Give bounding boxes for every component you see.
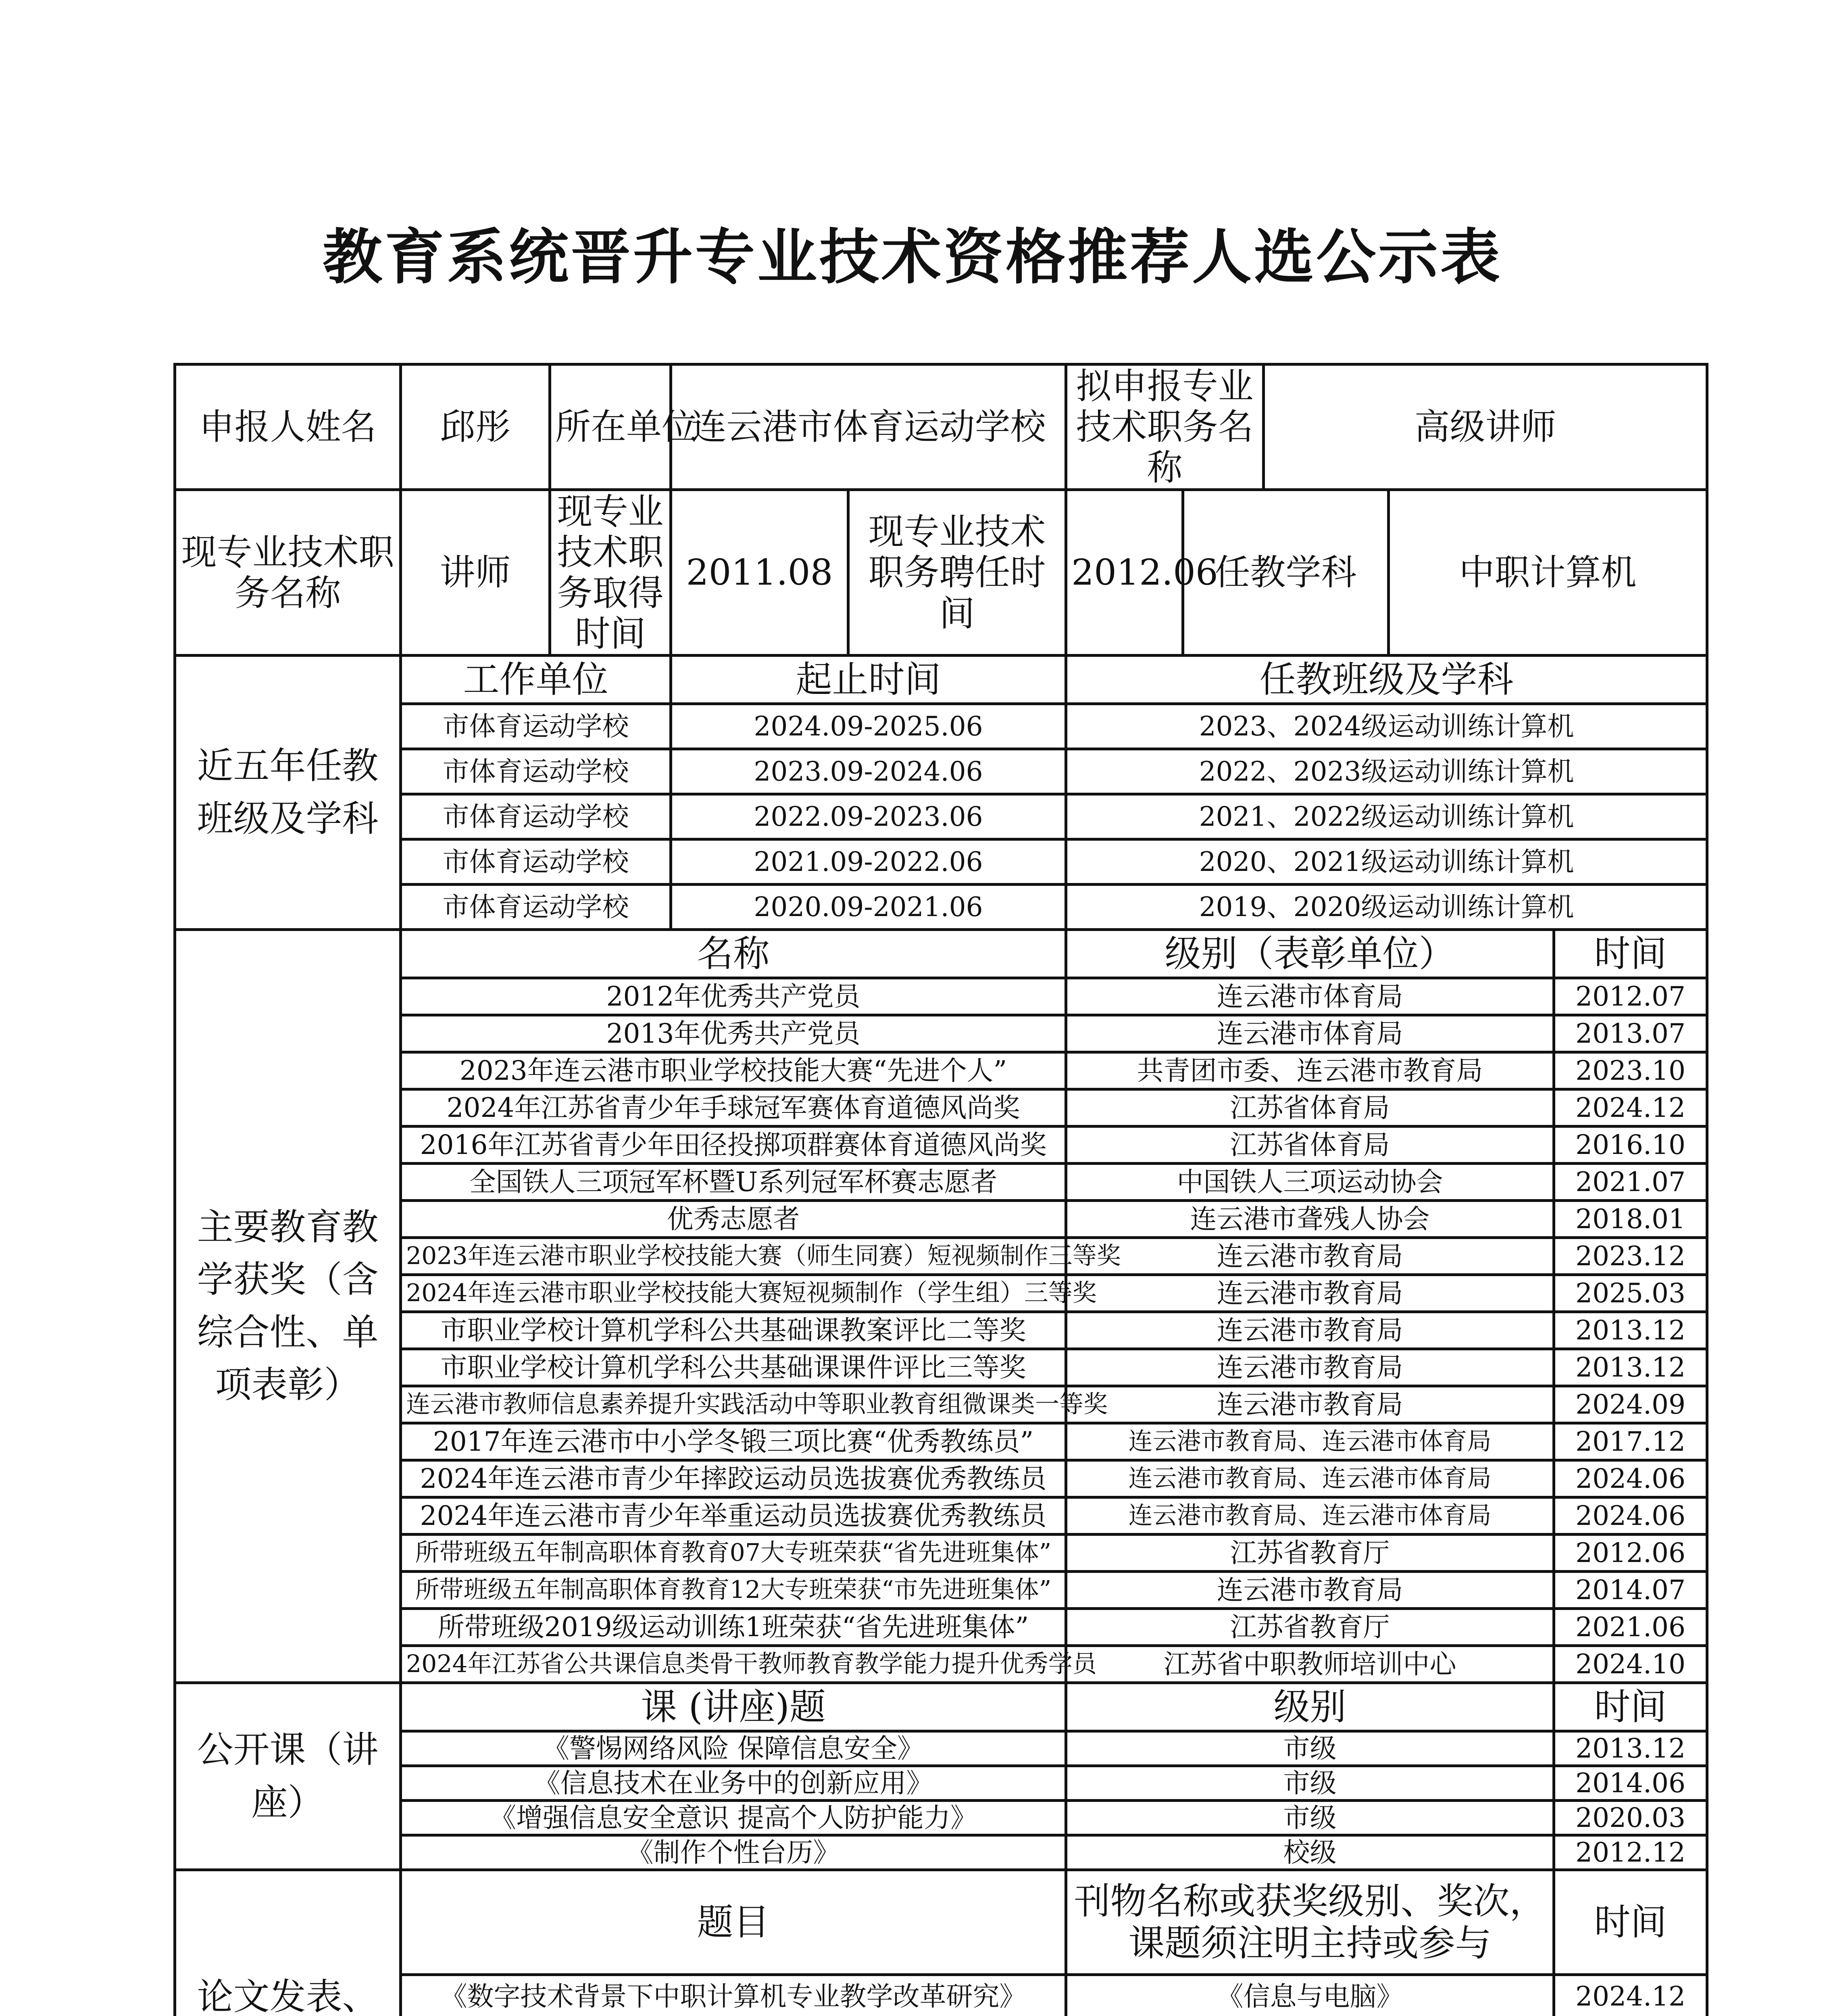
teaching-classes: 2019、2020级运动训练计算机 [1066,885,1707,930]
award-date: 2023.12 [1554,1238,1707,1275]
teaching-section-label: 近五年任教班级及学科 [175,656,401,930]
lecture-row [175,1801,1707,1835]
award-name: 2012年优秀共产党员 [401,978,1066,1015]
papers-header-row [175,1870,1707,1975]
award-date: 2024.06 [1554,1460,1707,1497]
current-title-value: 讲师 [401,489,550,656]
award-name: 所带班级2019级运动训练1班荣获“省先进班集体” [401,1609,1066,1646]
form-table [173,363,1708,2016]
teaching-unit: 市体育运动学校 [401,839,671,885]
award-date: 2023.10 [1554,1052,1707,1089]
lecture-date: 2013.12 [1554,1731,1707,1766]
award-row [175,1275,1707,1312]
award-name: 2017年连云港市中小学冬锻三项比赛“优秀教练员” [401,1423,1066,1460]
lecture-topic: 《信息技术在业务中的创新应用》 [401,1766,1066,1801]
award-name: 2023年连云港市职业学校技能大赛“先进个人” [401,1052,1066,1089]
award-date: 2012.06 [1554,1535,1707,1572]
unit-label: 所在单位 [550,364,671,490]
award-name: 2024年江苏省青少年手球冠军赛体育道德风尚奖 [401,1089,1066,1127]
award-row [175,1535,1707,1572]
papers-header-venue: 刊物名称或获奖级别、奖次，课题须注明主持或参与 [1066,1870,1554,1975]
award-name: 全国铁人三项冠军杯暨U系列冠军杯赛志愿者 [401,1164,1066,1201]
award-level: 连云港市教育局 [1066,1349,1554,1386]
award-level: 连云港市教育局 [1066,1386,1554,1423]
award-name: 2013年优秀共产党员 [401,1015,1066,1052]
teaching-row [175,839,1707,885]
current-title-label: 现专业技术职务名称 [175,489,401,656]
award-date: 2024.10 [1554,1646,1707,1683]
award-date: 2014.07 [1554,1572,1707,1609]
award-row [175,1238,1707,1275]
paper-row [175,1975,1707,2016]
award-name: 2024年江苏省公共课信息类骨干教师教育教学能力提升优秀学员 [401,1646,1066,1683]
lecture-level: 市级 [1066,1801,1554,1835]
paper-venue: 《信息与电脑》 [1066,1975,1554,2016]
award-name: 优秀志愿者 [401,1201,1066,1238]
lecture-topic: 《警惕网络风险 保障信息安全》 [401,1731,1066,1766]
teaching-row [175,885,1707,930]
teaching-period: 2020.09-2021.06 [671,885,1066,930]
target-title-value: 高级讲师 [1264,364,1707,490]
award-level: 连云港市体育局 [1066,978,1554,1015]
teaching-period: 2023.09-2024.06 [671,749,1066,794]
award-row [175,1127,1707,1164]
award-level: 江苏省体育局 [1066,1127,1554,1164]
teaching-header-period: 起止时间 [671,656,1066,704]
obtained-date-label: 现专业技术职务取得时间 [550,489,671,656]
applicant-row-1 [175,364,1707,490]
award-row [175,1349,1707,1386]
hired-date-value: 2012.06 [1066,489,1183,656]
papers-header-title: 题目 [401,1870,1066,1975]
document-title: 教育系统晋升专业技术资格推荐人选公示表 [323,223,1502,292]
award-row [175,1201,1707,1238]
award-name: 市职业学校计算机学科公共基础课课件评比三等奖 [401,1349,1066,1386]
lectures-header-date: 时间 [1554,1683,1707,1731]
award-name: 2016年江苏省青少年田径投掷项群赛体育道德风尚奖 [401,1127,1066,1164]
award-date: 2016.10 [1554,1127,1707,1164]
award-level: 江苏省中职教师培训中心 [1066,1646,1554,1683]
award-date: 2021.06 [1554,1609,1707,1646]
award-name: 所带班级五年制高职体育教育07大专班荣获“省先进班集体” [401,1535,1066,1572]
name-value: 邱彤 [401,364,550,490]
lecture-level: 校级 [1066,1835,1554,1870]
award-row [175,1164,1707,1201]
award-date: 2013.12 [1554,1349,1707,1386]
obtained-date-value: 2011.08 [671,489,848,656]
lecture-date: 2014.06 [1554,1766,1707,1801]
award-level: 江苏省体育局 [1066,1089,1554,1127]
award-date: 2024.09 [1554,1386,1707,1423]
teaching-unit: 市体育运动学校 [401,794,671,839]
award-level: 连云港市体育局 [1066,1015,1554,1052]
hired-date-label: 现专业技术职务聘任时间 [848,489,1066,656]
award-row [175,1386,1707,1423]
award-row [175,1052,1707,1089]
teaching-classes: 2022、2023级运动训练计算机 [1066,749,1707,794]
subject-label: 任教学科 [1183,489,1389,656]
teaching-row [175,794,1707,839]
award-level: 连云港市聋残人协会 [1066,1201,1554,1238]
awards-header-row [175,930,1707,978]
award-row [175,1312,1707,1349]
paper-date: 2024.12 [1554,1975,1707,2016]
award-date: 2017.12 [1554,1423,1707,1460]
award-date: 2024.06 [1554,1497,1707,1535]
award-row [175,1015,1707,1052]
lecture-level: 市级 [1066,1766,1554,1801]
teaching-classes: 2021、2022级运动训练计算机 [1066,794,1707,839]
lecture-level: 市级 [1066,1731,1554,1766]
applicant-row-2 [175,489,1707,656]
award-name: 2024年连云港市青少年举重运动员选拔赛优秀教练员 [401,1497,1066,1535]
award-level: 连云港市教育局 [1066,1312,1554,1349]
award-level: 连云港市教育局、连云港市体育局 [1066,1497,1554,1535]
award-date: 2025.03 [1554,1275,1707,1312]
award-row [175,1460,1707,1497]
lectures-section-label: 公开课（讲座） [175,1683,401,1870]
lecture-topic: 《制作个性台历》 [401,1835,1066,1870]
award-row [175,1572,1707,1609]
award-level: 江苏省教育厅 [1066,1609,1554,1646]
teaching-header-row [175,656,1707,704]
lectures-header-topic: 课 (讲座)题 [401,1683,1066,1731]
award-row [175,1497,1707,1535]
teaching-row [175,749,1707,794]
award-date: 2012.07 [1554,978,1707,1015]
paper-title: 《数字技术背景下中职计算机专业教学改革研究》 [401,1975,1066,2016]
award-date: 2024.12 [1554,1089,1707,1127]
teaching-classes: 2023、2024级运动训练计算机 [1066,704,1707,749]
target-title-label: 拟申报专业技术职务名称 [1066,364,1264,490]
teaching-unit: 市体育运动学校 [401,749,671,794]
award-row [175,978,1707,1015]
lecture-date: 2020.03 [1554,1801,1707,1835]
teaching-period: 2024.09-2025.06 [671,704,1066,749]
teaching-row [175,704,1707,749]
award-name: 2024年连云港市青少年摔跤运动员选拔赛优秀教练员 [401,1460,1066,1497]
name-label: 申报人姓名 [175,364,401,490]
lecture-date: 2012.12 [1554,1835,1707,1870]
award-level: 共青团市委、连云港市教育局 [1066,1052,1554,1089]
teaching-period: 2022.09-2023.06 [671,794,1066,839]
teaching-header-unit: 工作单位 [401,656,671,704]
subject-value: 中职计算机 [1389,489,1707,656]
teaching-unit: 市体育运动学校 [401,704,671,749]
award-date: 2018.01 [1554,1201,1707,1238]
award-row [175,1089,1707,1127]
teaching-classes: 2020、2021级运动训练计算机 [1066,839,1707,885]
awards-header-date: 时间 [1554,930,1707,978]
award-name: 连云港市教师信息素养提升实践活动中等职业教育组微课类一等奖 [401,1386,1066,1423]
awards-header-name: 名称 [401,930,1066,978]
award-level: 连云港市教育局、连云港市体育局 [1066,1423,1554,1460]
award-level: 江苏省教育厅 [1066,1535,1554,1572]
papers-section-label: 论文发表、 [175,1870,401,2016]
lectures-header-row [175,1683,1707,1731]
award-date: 2013.07 [1554,1015,1707,1052]
award-name: 2023年连云港市职业学校技能大赛（师生同赛）短视频制作三等奖 [401,1238,1066,1275]
award-name: 2024年连云港市职业学校技能大赛短视频制作（学生组）三等奖 [401,1275,1066,1312]
teaching-header-classes: 任教班级及学科 [1066,656,1707,704]
award-level: 连云港市教育局、连云港市体育局 [1066,1460,1554,1497]
lecture-topic: 《增强信息安全意识 提高个人防护能力》 [401,1801,1066,1835]
award-level: 中国铁人三项运动协会 [1066,1164,1554,1201]
award-date: 2021.07 [1554,1164,1707,1201]
award-name: 市职业学校计算机学科公共基础课教案评比二等奖 [401,1312,1066,1349]
award-date: 2013.12 [1554,1312,1707,1349]
teaching-period: 2021.09-2022.06 [671,839,1066,885]
award-row [175,1423,1707,1460]
papers-header-date: 时间 [1554,1870,1707,1975]
teaching-unit: 市体育运动学校 [401,885,671,930]
award-level: 连云港市教育局 [1066,1572,1554,1609]
unit-value: 连云港市体育运动学校 [671,364,1066,490]
lecture-row [175,1731,1707,1766]
award-row [175,1609,1707,1646]
awards-header-level: 级别（表彰单位） [1066,930,1554,978]
lecture-row [175,1766,1707,1801]
lectures-header-level: 级别 [1066,1683,1554,1731]
award-level: 连云港市教育局 [1066,1238,1554,1275]
award-name: 所带班级五年制高职体育教育12大专班荣获“市先进班集体” [401,1572,1066,1609]
lecture-row [175,1835,1707,1870]
awards-section-label: 主要教育教学获奖（含综合性、单项表彰） [175,930,401,1683]
award-row [175,1646,1707,1683]
award-level: 连云港市教育局 [1066,1275,1554,1312]
